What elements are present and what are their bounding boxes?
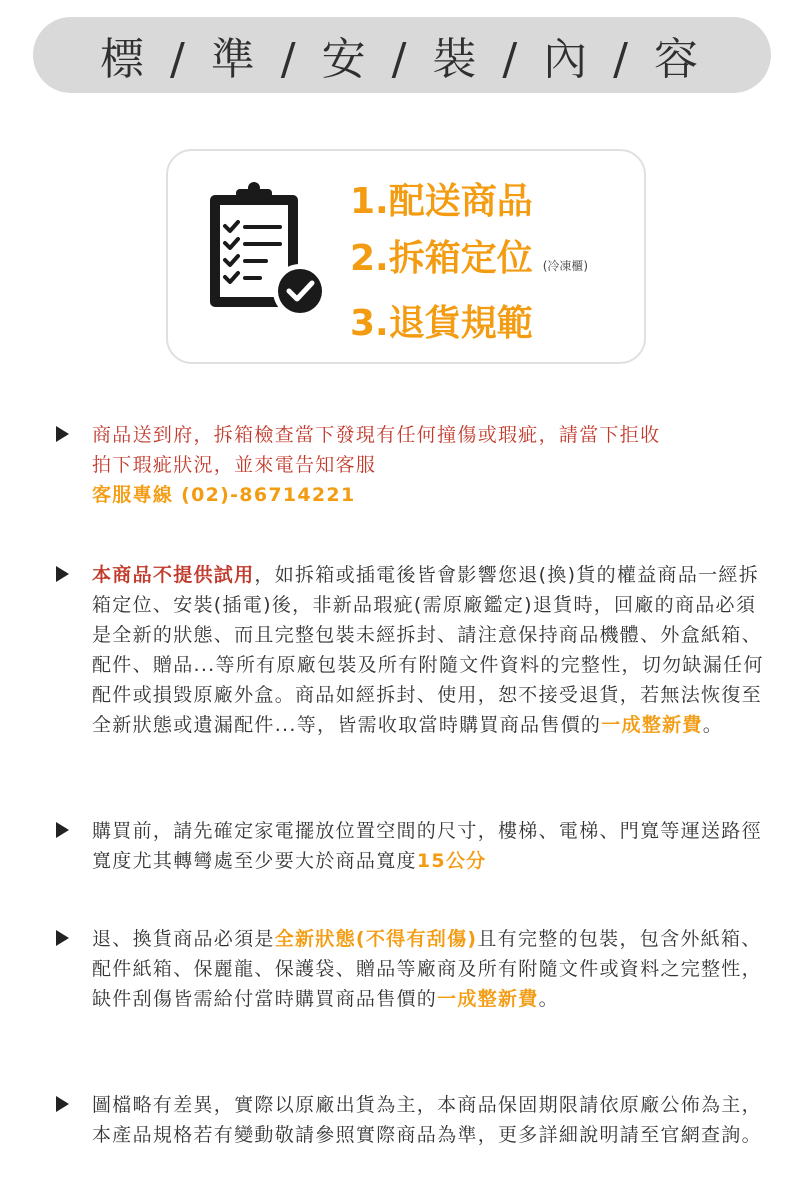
card-item-unboxing — [350, 230, 588, 295]
refurbish-fee-text: 一成整新費 — [437, 988, 539, 1010]
hotline-text: 客服專線 (02)-86714221 — [92, 484, 356, 506]
disclaimer-text: 圖檔略有差異，實際以原廠出貨為主，本商品保固期限請依原廠公佈為主，本產品規格若有變動敬請參照實際商品為準，更多詳細說明請至官網查詢。 — [92, 1094, 762, 1146]
card-item-label: 2.拆箱定位 — [350, 238, 533, 279]
no-trial-text: 本商品不提供試用 — [92, 564, 255, 586]
section-no-trial — [56, 560, 772, 740]
return-policy-text: ，如拆箱或插電後皆會影響您退(換)貨的權益商品一經拆箱定位、安裝(插電)後，非新品瑕疵(需原廠鑑定)退貨時，回廠的商品必須是全新的狀態、而且完整包裝未經拆封、請注意保持商品機體、外盒紙箱、配件、贈品...等所有原廠包裝及所有附隨文件資料的完整性，切勿缺漏任何配件或損毀原廠外盒。商品如經拆封、使用，恕不接受退貨，若無法恢復至全新狀態或遺漏配件...等，皆需收取當時購買商品售價的 — [92, 564, 764, 736]
refurbish-fee-text: 一成整新費 — [601, 714, 703, 736]
inspection-text-2: 拍下瑕疵狀況，並來電告知客服 — [92, 454, 377, 476]
section-exchange — [56, 924, 772, 1014]
bullet-arrow-icon — [56, 822, 69, 838]
section-disclaimer — [56, 1090, 772, 1150]
bullet-arrow-icon — [56, 1096, 69, 1112]
new-condition-text: 全新狀態(不得有刮傷) — [274, 928, 478, 950]
clearance-width: 15公分 — [416, 850, 487, 872]
period: 。 — [538, 988, 559, 1010]
card-item-note: (冷凍櫃) — [542, 259, 589, 273]
bullet-arrow-icon — [56, 566, 69, 582]
summary-card — [166, 149, 646, 364]
period: 。 — [702, 714, 724, 736]
card-item-label: 3.退貨規範 — [350, 303, 533, 344]
measure-text: 購買前，請先確定家電擺放位置空間的尺寸，樓梯、電梯、門寬等運送路徑寬度尤其轉彎處至少要大於商品寬度 — [92, 820, 762, 872]
bullet-arrow-icon — [56, 930, 69, 946]
bullet-arrow-icon — [56, 426, 69, 442]
exchange-text: 且有完整的包裝，包含外紙箱、配件紙箱、保麗龍、保護袋、贈品等廠商及所有附隨文件或資料之完整性，缺件刮傷皆需給付當時購買商品售價的 — [92, 928, 762, 1010]
section-measure — [56, 816, 772, 876]
card-item-delivery — [350, 173, 588, 230]
title-banner — [33, 17, 771, 93]
section-inspection — [56, 420, 772, 510]
card-item-returns — [350, 295, 588, 352]
card-item-label: 1.配送商品 — [350, 181, 533, 222]
clipboard-checklist-icon — [204, 181, 334, 321]
exchange-text-pre: 退、換貨商品必須是 — [92, 928, 275, 950]
page-title: 標 / 準 / 安 / 裝 / 內 / 容 — [100, 34, 704, 85]
inspection-text-1: 商品送到府，拆箱檢查當下發現有任何撞傷或瑕疵，請當下拒收 — [92, 424, 661, 446]
